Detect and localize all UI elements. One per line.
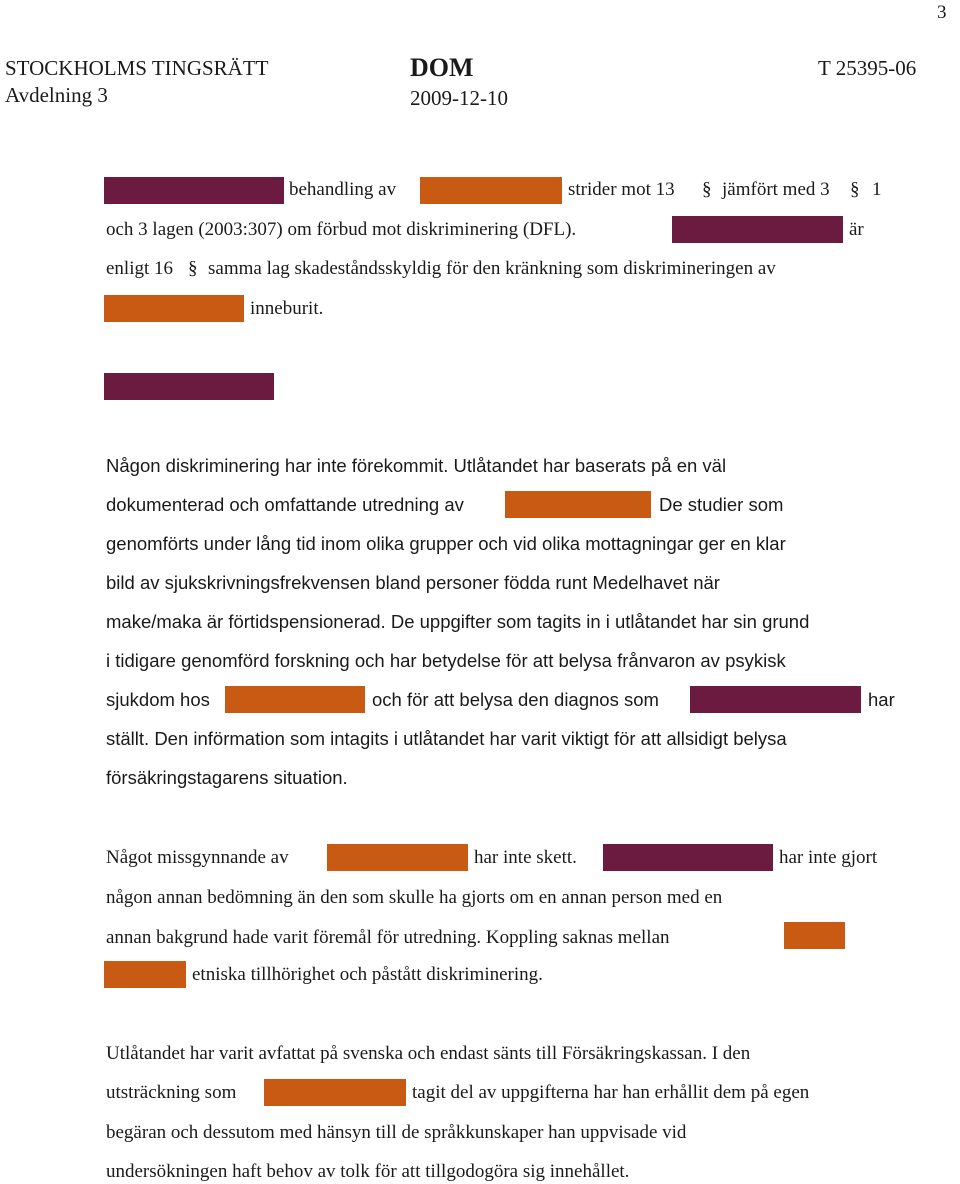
redaction-block — [225, 686, 365, 713]
redaction-block — [672, 216, 843, 243]
redaction-block — [420, 177, 562, 204]
text-line: genomförts under lång tid inom olika grupper och vid olika mottagningar ger en klar — [106, 533, 786, 554]
case-number: T 25395-06 — [818, 56, 917, 80]
text-line: tagit del av uppgifterna har han erhållit dem på egen — [412, 1082, 810, 1103]
redaction-block — [690, 686, 861, 713]
redaction-block — [264, 1079, 406, 1106]
text-line: har inte skett. — [474, 847, 577, 868]
text-line: är — [849, 219, 864, 240]
court-division: Avdelning 3 — [5, 83, 108, 107]
text-line: jämfört med 3 — [722, 179, 830, 200]
text-line: samma lag skadeståndsskyldig för den kränkning som diskrimineringen av — [208, 258, 776, 279]
text-line: utsträckning som — [106, 1082, 237, 1103]
text-line: och 3 lagen (2003:307) om förbud mot diskriminering (DFL). — [106, 219, 577, 240]
court-name: STOCKHOLMS TINGSRÄTT — [5, 56, 269, 80]
section-sign: § — [702, 179, 712, 200]
text-line: dokumenterad och omfattande utredning av — [106, 494, 464, 515]
text-line: etniska tillhörighet och påstått diskriminering. — [192, 964, 543, 985]
section-sign: § — [188, 258, 198, 279]
section-sign: § — [850, 179, 860, 200]
redaction-block — [104, 177, 284, 204]
text-line: har inte gjort — [779, 847, 878, 868]
text-line: enligt 16 — [106, 258, 174, 279]
text-line: annan bakgrund hade varit föremål för utredning. Koppling saknas mellan — [106, 927, 670, 948]
redaction-block — [104, 961, 186, 988]
redaction-block — [327, 844, 468, 871]
text-line: make/maka är förtidspensionerad. De uppgifter som tagits in i utlåtandet har sin grund — [106, 611, 810, 632]
text-line: i tidigare genomförd forskning och har betydelse för att belysa frånvaron av psykisk — [106, 650, 786, 671]
text-line: Utlåtandet har varit avfattat på svenska och endast sänts till Försäkringskassan. I den — [106, 1043, 751, 1064]
page-number: 3 — [937, 2, 947, 23]
document-type: DOM — [410, 53, 474, 82]
text-line: försäkringstagarens situation. — [106, 767, 348, 788]
text-line: undersökningen haft behov av tolk för att tillgodogöra sig innehållet. — [106, 1161, 630, 1182]
text-line: Något missgynnande av — [106, 847, 289, 868]
document-date: 2009-12-10 — [410, 86, 508, 110]
text-line: 1 — [872, 179, 882, 200]
text-line: och för att belysa den diagnos som — [372, 689, 659, 710]
text-line: sjukdom hos — [106, 689, 210, 710]
text-line: strider mot 13 — [568, 179, 675, 200]
text-line: De studier som — [659, 494, 784, 515]
redaction-block — [603, 844, 773, 871]
text-line: inneburit. — [250, 298, 324, 319]
text-line: någon annan bedömning än den som skulle ha gjorts om en annan person med en — [106, 887, 723, 908]
text-line: Någon diskriminering har inte förekommit. Utlåtandet har baserats på en väl — [106, 455, 727, 476]
text-line: ställt. Den införmation som intagits i utlåtandet har varit viktigt för att allsidigt belysa — [106, 728, 787, 749]
redaction-block — [784, 922, 845, 949]
text-line: bild av sjukskrivningsfrekvensen bland personer födda runt Medelhavet när — [106, 572, 720, 593]
text-line: har — [868, 689, 895, 710]
redaction-block — [505, 491, 651, 518]
text-line: begäran och dessutom med hänsyn till de språkkunskaper han uppvisade vid — [106, 1122, 687, 1143]
text-line: behandling av — [289, 179, 397, 200]
redaction-block — [104, 373, 274, 400]
redaction-block — [104, 295, 244, 322]
